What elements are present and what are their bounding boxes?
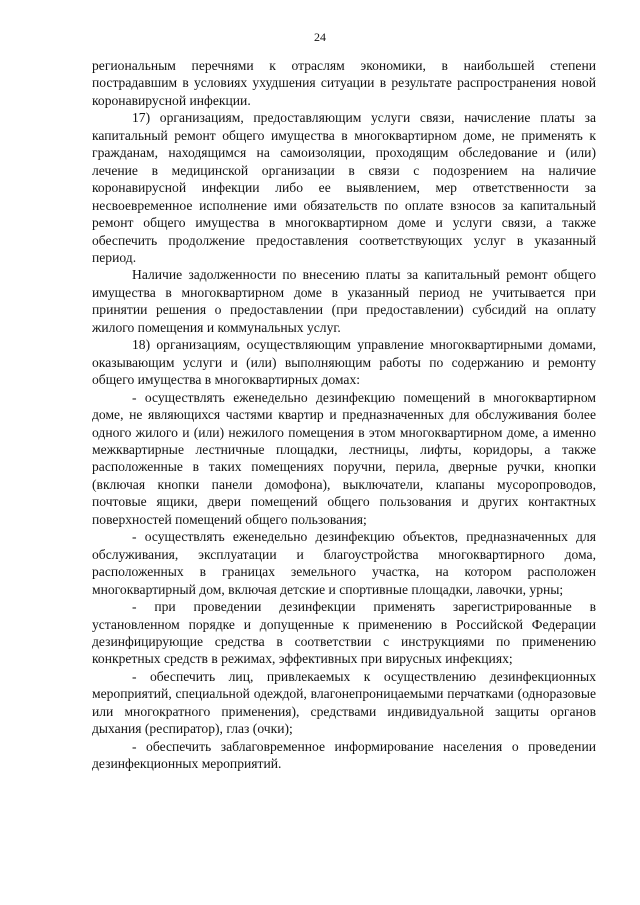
list-item-disinfection-premises: - осуществлять еженедельно дезинфекцию помещений в многоквартирном доме, не являющихся частями квартир и предназначенных для обслуживания более одного жилого и (или) нежилого помещения в этом многоквартирном доме, а именно межквартирные лестничные площадки, лестницы, лифты, коридоры, а также расположенные в таких помещениях поручни, перила, дверные ручки, кнопки (включая кнопки панели домофона), выключатели, клапаны мусоропроводов, почтовые ящики, двери помещений общего пользования и других контактных поверхностей помещений общего пользования;: [92, 389, 596, 527]
paragraph-debt-note: Наличие задолженности по внесению платы за капитальный ремонт общего имущества в многоквартирном доме в указанный период не учитывается при принятии решения о предоставлении (при предоставлении) субсидий на оплату жилого помещения и коммунальных услуг.: [92, 267, 596, 335]
list-item-protective-equipment: - обеспечить лиц, привлекаемых к осуществлению дезинфекционных мероприятий, специальной одеждой, влагонепроницаемыми перчатками (одноразовые или многократного применения), средствами индивидуальной защиты органов дыхания (респиратор), глаз (очки);: [92, 668, 596, 737]
list-item-registered-agents: - при проведении дезинфекции применять зарегистрированные в установленном порядке и допущенные к применению в Российской Федерации дезинфицирующие средства в соответствии с инструкциями по применению конкретных средств в режимах, эффективных при вирусных инфекциях;: [92, 599, 596, 667]
page-number: 24: [314, 30, 326, 44]
list-item-disinfection-grounds: - осуществлять еженедельно дезинфекцию объектов, предназначенных для обслуживания, эксплуатации и благоустройства многоквартирного дома, расположенных в границах земельного участка, на котором расположен многоквартирный дом, включая детские и спортивные площадки, лавочки, урны;: [92, 529, 596, 597]
paragraph-continuation: региональным перечнями к отраслям экономики, в наибольшей степени пострадавшим в условиях ухудшения ситуации в результате распространения новой коронавирусной инфекции.: [92, 58, 596, 108]
list-item-inform-residents: - обеспечить заблаговременное информирование населения о проведении дезинфекционных мероприятий.: [92, 738, 596, 772]
paragraph-item-17: 17) организациям, предоставляющим услуги связи, начисление платы за капитальный ремонт общего имущества в многоквартирном доме, не применять к гражданам, находящимся на самоизоляции, проходящим обследование и (или) лечение в медицинской организации в связи с подозрением на наличие коронавирусной инфекции либо ее выявлением, мер ответственности за несвоевременное исполнение ими обязательств по оплате взносов за капитальный ремонт общего имущества в многоквартирном доме и услуги связи, а также обеспечить продолжение предоставления соответствующих услуг в указанный период.: [92, 110, 596, 265]
document-body: [92, 57, 596, 773]
paragraph-item-18: 18) организациям, осуществляющим управление многоквартирными домами, оказывающим услуги и (или) выполняющим работы по содержанию и ремонту общего имущества в многоквартирных домах:: [92, 337, 596, 388]
